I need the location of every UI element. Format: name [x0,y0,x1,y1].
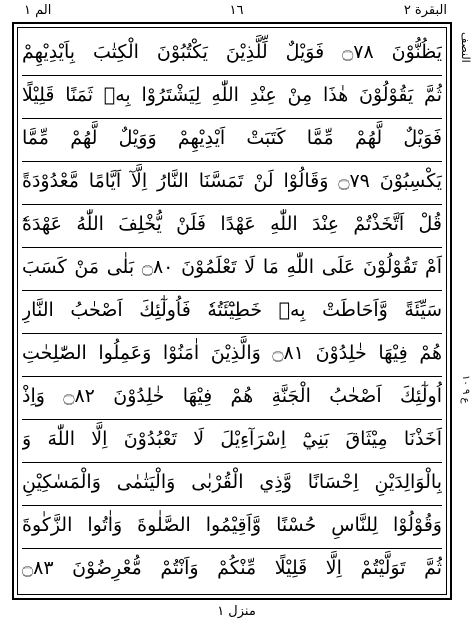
juz-name-header: الم ١ [24,3,52,18]
text-line-11: بِالْوَالِدَيْنِ اِحْسَانًا وَّذِي الْقُرْبٰى وَالْيَتٰمٰى وَالْمَسٰكِيْنِ [22,471,442,493]
text-line-7: سَيِّئَةً وَّاَحَاطَتْ بِهٖ خَطِيْٓئَتُهٗ فَاُولٰٓئِكَ اَصْحٰبُ النَّارِ [22,299,442,321]
text-line-8: هُمْ فِيْهَا خٰلِدُوْنَ ۝٨١ وَالَّذِيْنَ اٰمَنُوْا وَعَمِلُوا الصّٰلِحٰتِ [22,342,442,364]
surah-name-header: البقرة ٢ [403,3,447,18]
margin-note-nisf: النصف [459,32,472,63]
text-line-5: قُلْ اَتَّخَذْتُمْ عِنْدَ اللّٰهِ عَهْدًا فَلَنْ يُّخْلِفَ اللّٰهُ عَهْدَهٗٓ [22,213,442,235]
text-line-10: اَخَذْنَا مِيْثَاقَ بَنِيْٓ اِسْرَآءِيْلَ لَا تَعْبُدُوْنَ اِلَّا اللّٰهَ وَ [22,428,442,450]
text-line-3: فَوَيْلٌ لَّهُمْ مِّمَّا كَتَبَتْ اَيْدِيْهِمْ وَوَيْلٌ لَّهُمْ مِّمَّا [22,127,442,149]
text-line-2: ثُمَّ يَقُوْلُوْنَ هٰذَا مِنْ عِنْدِ اللّٰهِ لِيَشْتَرُوْا بِهٖ ثَمَنًا قَلِيْلًا [22,84,442,106]
page-number: ١٦ [229,3,244,18]
text-block [22,32,442,590]
text-line-12: وَقُوْلُوْا لِلنَّاسِ حُسْنًا وَّاَقِيْمُوا الصَّلٰوةَ وَاٰتُوا الزَّكٰوةَ [22,514,442,536]
text-line-9: اُولٰٓئِكَ اَصْحٰبُ الْجَنَّةِ هُمْ فِيْهَا خٰلِدُوْنَ ۝٨٢ وَاِذْ [22,385,442,407]
margin-note-ruku: ع ٩ ١٠ [460,375,471,404]
text-line-4: يَكْسِبُوْنَ ۝٧٩ وَقَالُوْا لَنْ تَمَسَّنَا النَّارُ اِلَّآ اَيَّامًا مَّعْدُوْدَةً [22,170,442,192]
manzil-footer: منزل ١ [217,604,256,619]
text-line-1: يَظُنُّوْنَ ۝٧٨ فَوَيْلٌ لِّلَّذِيْنَ يَكْتُبُوْنَ الْكِتٰبَ بِاَيْدِيْهِمْ [22,41,442,63]
text-line-6: اَمْ تَقُوْلُوْنَ عَلَى اللّٰهِ مَا لَا تَعْلَمُوْنَ ۝٨٠ بَلٰى مَنْ كَسَبَ [22,256,442,278]
text-line-13: ثُمَّ تَوَلَّيْتُمْ اِلَّا قَلِيْلًا مِّنْكُمْ وَاَنْتُمْ مُّعْرِضُوْنَ ۝٨٣ [22,557,442,579]
